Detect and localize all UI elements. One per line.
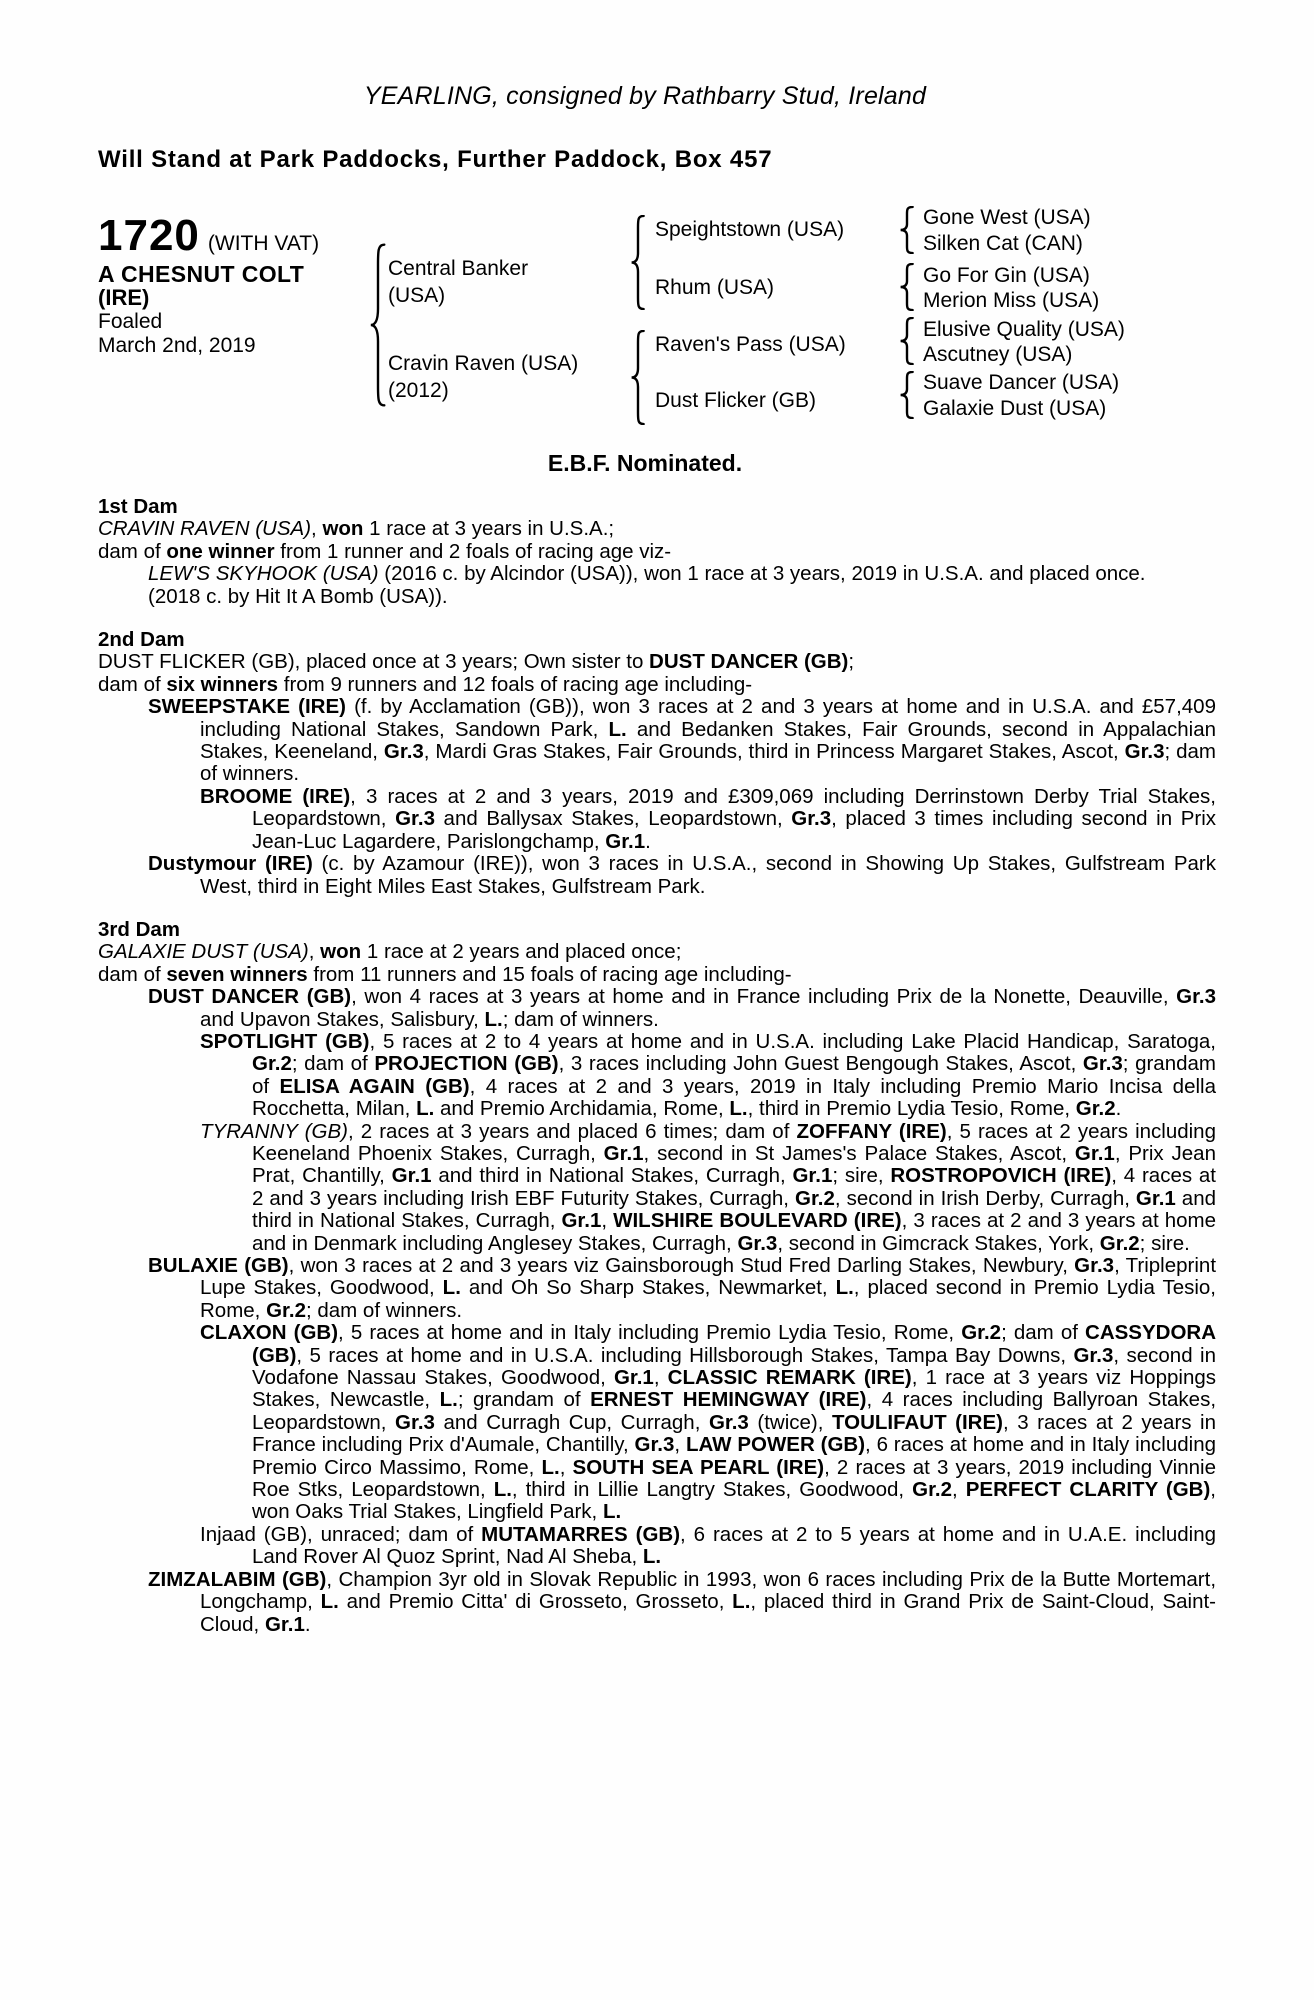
great-grandparent-name: Suave Dancer (USA) xyxy=(923,371,1120,394)
dam-name-line2: (2012) xyxy=(388,379,449,402)
dam-section-heading: 2nd Dam xyxy=(98,628,185,652)
foaled-label: Foaled xyxy=(98,310,163,333)
grandsire-maternal: Raven's Pass (USA) xyxy=(655,333,846,356)
dam-section xyxy=(98,629,1216,898)
brace-icon xyxy=(369,243,387,407)
pedigree-paragraph: dam of one winner from 1 runner and 2 foals of racing age viz- xyxy=(98,539,672,563)
pedigree-paragraph: ZIMZALABIM (GB), Champion 3yr old in Slovak Republic in 1993, won 6 races including Prix de la Butte Mortemart, Longchamp, L. and Premio Citta' di Grosseto, Grosseto, L., placed third in Grand Prix de Saint-Cloud, Saint-Cloud, Gr.1. xyxy=(148,1567,1217,1636)
stand-location-line: Will Stand at Park Paddocks, Further Paddock, Box 457 xyxy=(98,146,773,173)
pedigree-paragraph: GALAXIE DUST (USA), won 1 race at 2 years and placed once; xyxy=(98,940,682,964)
ebf-nominated-line: E.B.F. Nominated. xyxy=(547,450,743,476)
lot-description: A CHESNUT COLT xyxy=(98,261,305,287)
pedigree-paragraph: SPOTLIGHT (GB), 5 races at 2 to 4 years at home and in U.S.A. including Lake Placid Handicap, Saratoga, Gr.2; dam of PROJECTION (GB), 3 races including John Guest Bengough Stakes, Ascot, Gr.3; grandam of ELISA AGAIN (GB), 4 races at 2 and 3 years, 2019 in Italy including Premio Mario Incisa della Rocchetta, Milan, L. and Premio Archidamia, Rome, L., third in Premio Lydia Tesio, Rome, Gr.2. xyxy=(200,1029,1216,1121)
sire-name-line2: (USA) xyxy=(388,284,446,307)
brace-icon xyxy=(899,263,915,311)
pedigree-paragraph: SWEEPSTAKE (IRE) (f. by Acclamation (GB)), won 3 races at 2 and 3 years at home and in U.S.A. and £57,409 including National Stakes, Sandown Park, L. and Bedanken Stakes, Fair Grounds, second in Appalachian Stakes, Keeneland, Gr.3, Mardi Gras Stakes, Fair Grounds, third in Princess Margaret Stakes, Ascot, Gr.3; dam of winners. xyxy=(148,695,1216,786)
pedigree-paragraph: dam of six winners from 9 runners and 12 foals of racing age including- xyxy=(98,672,753,696)
lot-number: 1720 xyxy=(98,211,200,260)
granddam-maternal: Dust Flicker (GB) xyxy=(655,389,817,412)
brace-icon xyxy=(630,215,646,310)
produce-record xyxy=(98,496,1216,1636)
brace-icon xyxy=(630,330,646,425)
lot-country-suffix: (IRE) xyxy=(98,285,150,310)
pedigree-paragraph: DUST FLICKER (GB), placed once at 3 years; Own sister to DUST DANCER (GB); xyxy=(98,650,855,674)
brace-icon xyxy=(899,317,915,365)
sire-name-line1: Central Banker xyxy=(388,257,529,280)
lot-number-row xyxy=(98,211,358,260)
pedigree-paragraph: LEW'S SKYHOOK (USA) (2016 c. by Alcindor (USA)), won 1 race at 3 years, 2019 in U.S.A. and placed once. xyxy=(148,562,1146,586)
great-grandparent-name: Gone West (USA) xyxy=(923,206,1091,229)
pedigree-paragraph: CLAXON (GB), 5 races at home and in Italy including Premio Lydia Tesio, Rome, Gr.2; dam of CASSYDORA (GB), 5 races at home and in U.S.A. including Hillsborough Stakes, Tampa Bay Downs, Gr.3, second in Vodafone Nassau Stakes, Goodwood, Gr.1, CLASSIC REMARK (IRE), 1 race at 3 years viz Hoppings Stakes, Newcastle, L.; grandam of ERNEST HEMINGWAY (IRE), 4 races including Ballyroan Stakes, Leopardstown, Gr.3 and Curragh Cup, Curragh, Gr.3 (twice), TOULIFAUT (IRE), 3 races at 2 years in France including Prix d'Aumale, Chantilly, Gr.3, LAW POWER (GB), 6 races at home and in Italy including Premio Circo Massimo, Rome, L., SOUTH SEA PEARL (IRE), 2 races at 3 years, 2019 including Vinnie Roe Stks, Leopardstown, L., third in Lillie Langtry Stakes, Goodwood, Gr.2, PERFECT CLARITY (GB), won Oaks Trial Stakes, Lingfield Park, L. xyxy=(200,1321,1217,1524)
foaled-date: March 2nd, 2019 xyxy=(98,334,256,357)
pedigree-paragraph: TYRANNY (GB), 2 races at 3 years and placed 6 times; dam of ZOFFANY (IRE), 5 races at 2 years including Keeneland Phoenix Stakes, Curragh, Gr.1, second in St James's Palace Stakes, Ascot, Gr.1, Prix Jean Prat, Chantilly, Gr.1 and third in National Stakes, Curragh, Gr.1; sire, ROSTROPOVICH (IRE), 4 races at 2 and 3 years including Irish EBF Futurity Stakes, Curragh, Gr.2, second in Irish Derby, Curragh, Gr.1 and third in National Stakes, Curragh, Gr.1, WILSHIRE BOULEVARD (IRE), 3 races at 2 and 3 years at home and in Denmark including Anglesey Stakes, Curragh, Gr.3, second in Gimcrack Stakes, York, Gr.2; sire. xyxy=(200,1119,1217,1255)
pedigree-paragraph: Dustymour (IRE) (c. by Azamour (IRE)), won 3 races in U.S.A., second in Showing Up Stakes, Gulfstream Park West, third in Eight Miles East Stakes, Gulfstream Park. xyxy=(148,852,1216,898)
great-grandparent-name: Ascutney (USA) xyxy=(923,343,1073,366)
vat-label: (WITH VAT) xyxy=(207,232,320,255)
lot-block xyxy=(98,211,358,358)
dam-name xyxy=(388,350,578,404)
pedigree-paragraph: dam of seven winners from 11 runners and 15 foals of racing age including- xyxy=(98,962,792,986)
pedigree-paragraph: BROOME (IRE), 3 races at 2 and 3 years, 2019 and £309,069 including Derrinstown Derby Trial Stakes, Leopardstown, Gr.3 and Ballysax Stakes, Leopardstown, Gr.3, placed 3 times including second in Prix Jean-Luc Lagardere, Parislongchamp, Gr.1. xyxy=(200,784,1216,853)
brace-icon xyxy=(899,371,915,419)
dam-section xyxy=(98,496,1216,608)
sire-name xyxy=(388,255,528,309)
pedigree-paragraph: BULAXIE (GB), won 3 races at 2 and 3 years viz Gainsborough Stud Fred Darling Stakes, Newbury, Gr.3, Tripleprint Lupe Stakes, Goodwood, L. and Oh So Sharp Stakes, Newmarket, L., placed second in Premio Lydia Tesio, Rome, Gr.2; dam of winners. xyxy=(148,1254,1217,1322)
pedigree-paragraph: DUST DANCER (GB), won 4 races at 3 years at home and in France including Prix de la Nonette, Deauville, Gr.3 and Upavon Stakes, Salisbury, L.; dam of winners. xyxy=(148,985,1217,1031)
great-grandparent-name: Silken Cat (CAN) xyxy=(923,232,1083,255)
dam-name-line1: Cravin Raven (USA) xyxy=(388,352,579,375)
great-grandparent-name: Go For Gin (USA) xyxy=(923,264,1090,287)
pedigree-paragraph: (2018 c. by Hit It A Bomb (USA)). xyxy=(148,584,448,608)
dam-section xyxy=(98,919,1216,1636)
granddam-paternal: Rhum (USA) xyxy=(655,276,775,299)
consignor-title: YEARLING, consigned by Rathbarry Stud, Ireland xyxy=(363,82,927,110)
great-grandparent-name: Merion Miss (USA) xyxy=(923,289,1100,312)
dam-section-heading: 3rd Dam xyxy=(98,917,181,941)
brace-icon xyxy=(899,206,915,254)
pedigree-paragraph: Injaad (GB), unraced; dam of MUTAMARRES (GB), 6 races at 2 to 5 years at home and in U.A.E. including Land Rover Al Quoz Sprint, Nad Al Sheba, L. xyxy=(200,1522,1217,1569)
dam-section-heading: 1st Dam xyxy=(98,495,178,518)
grandsire-paternal: Speightstown (USA) xyxy=(655,218,845,241)
great-grandparent-name: Galaxie Dust (USA) xyxy=(923,397,1107,420)
great-grandparent-name: Elusive Quality (USA) xyxy=(923,318,1125,341)
pedigree-paragraph: CRAVIN RAVEN (USA), won 1 race at 3 years in U.S.A.; xyxy=(98,517,615,541)
